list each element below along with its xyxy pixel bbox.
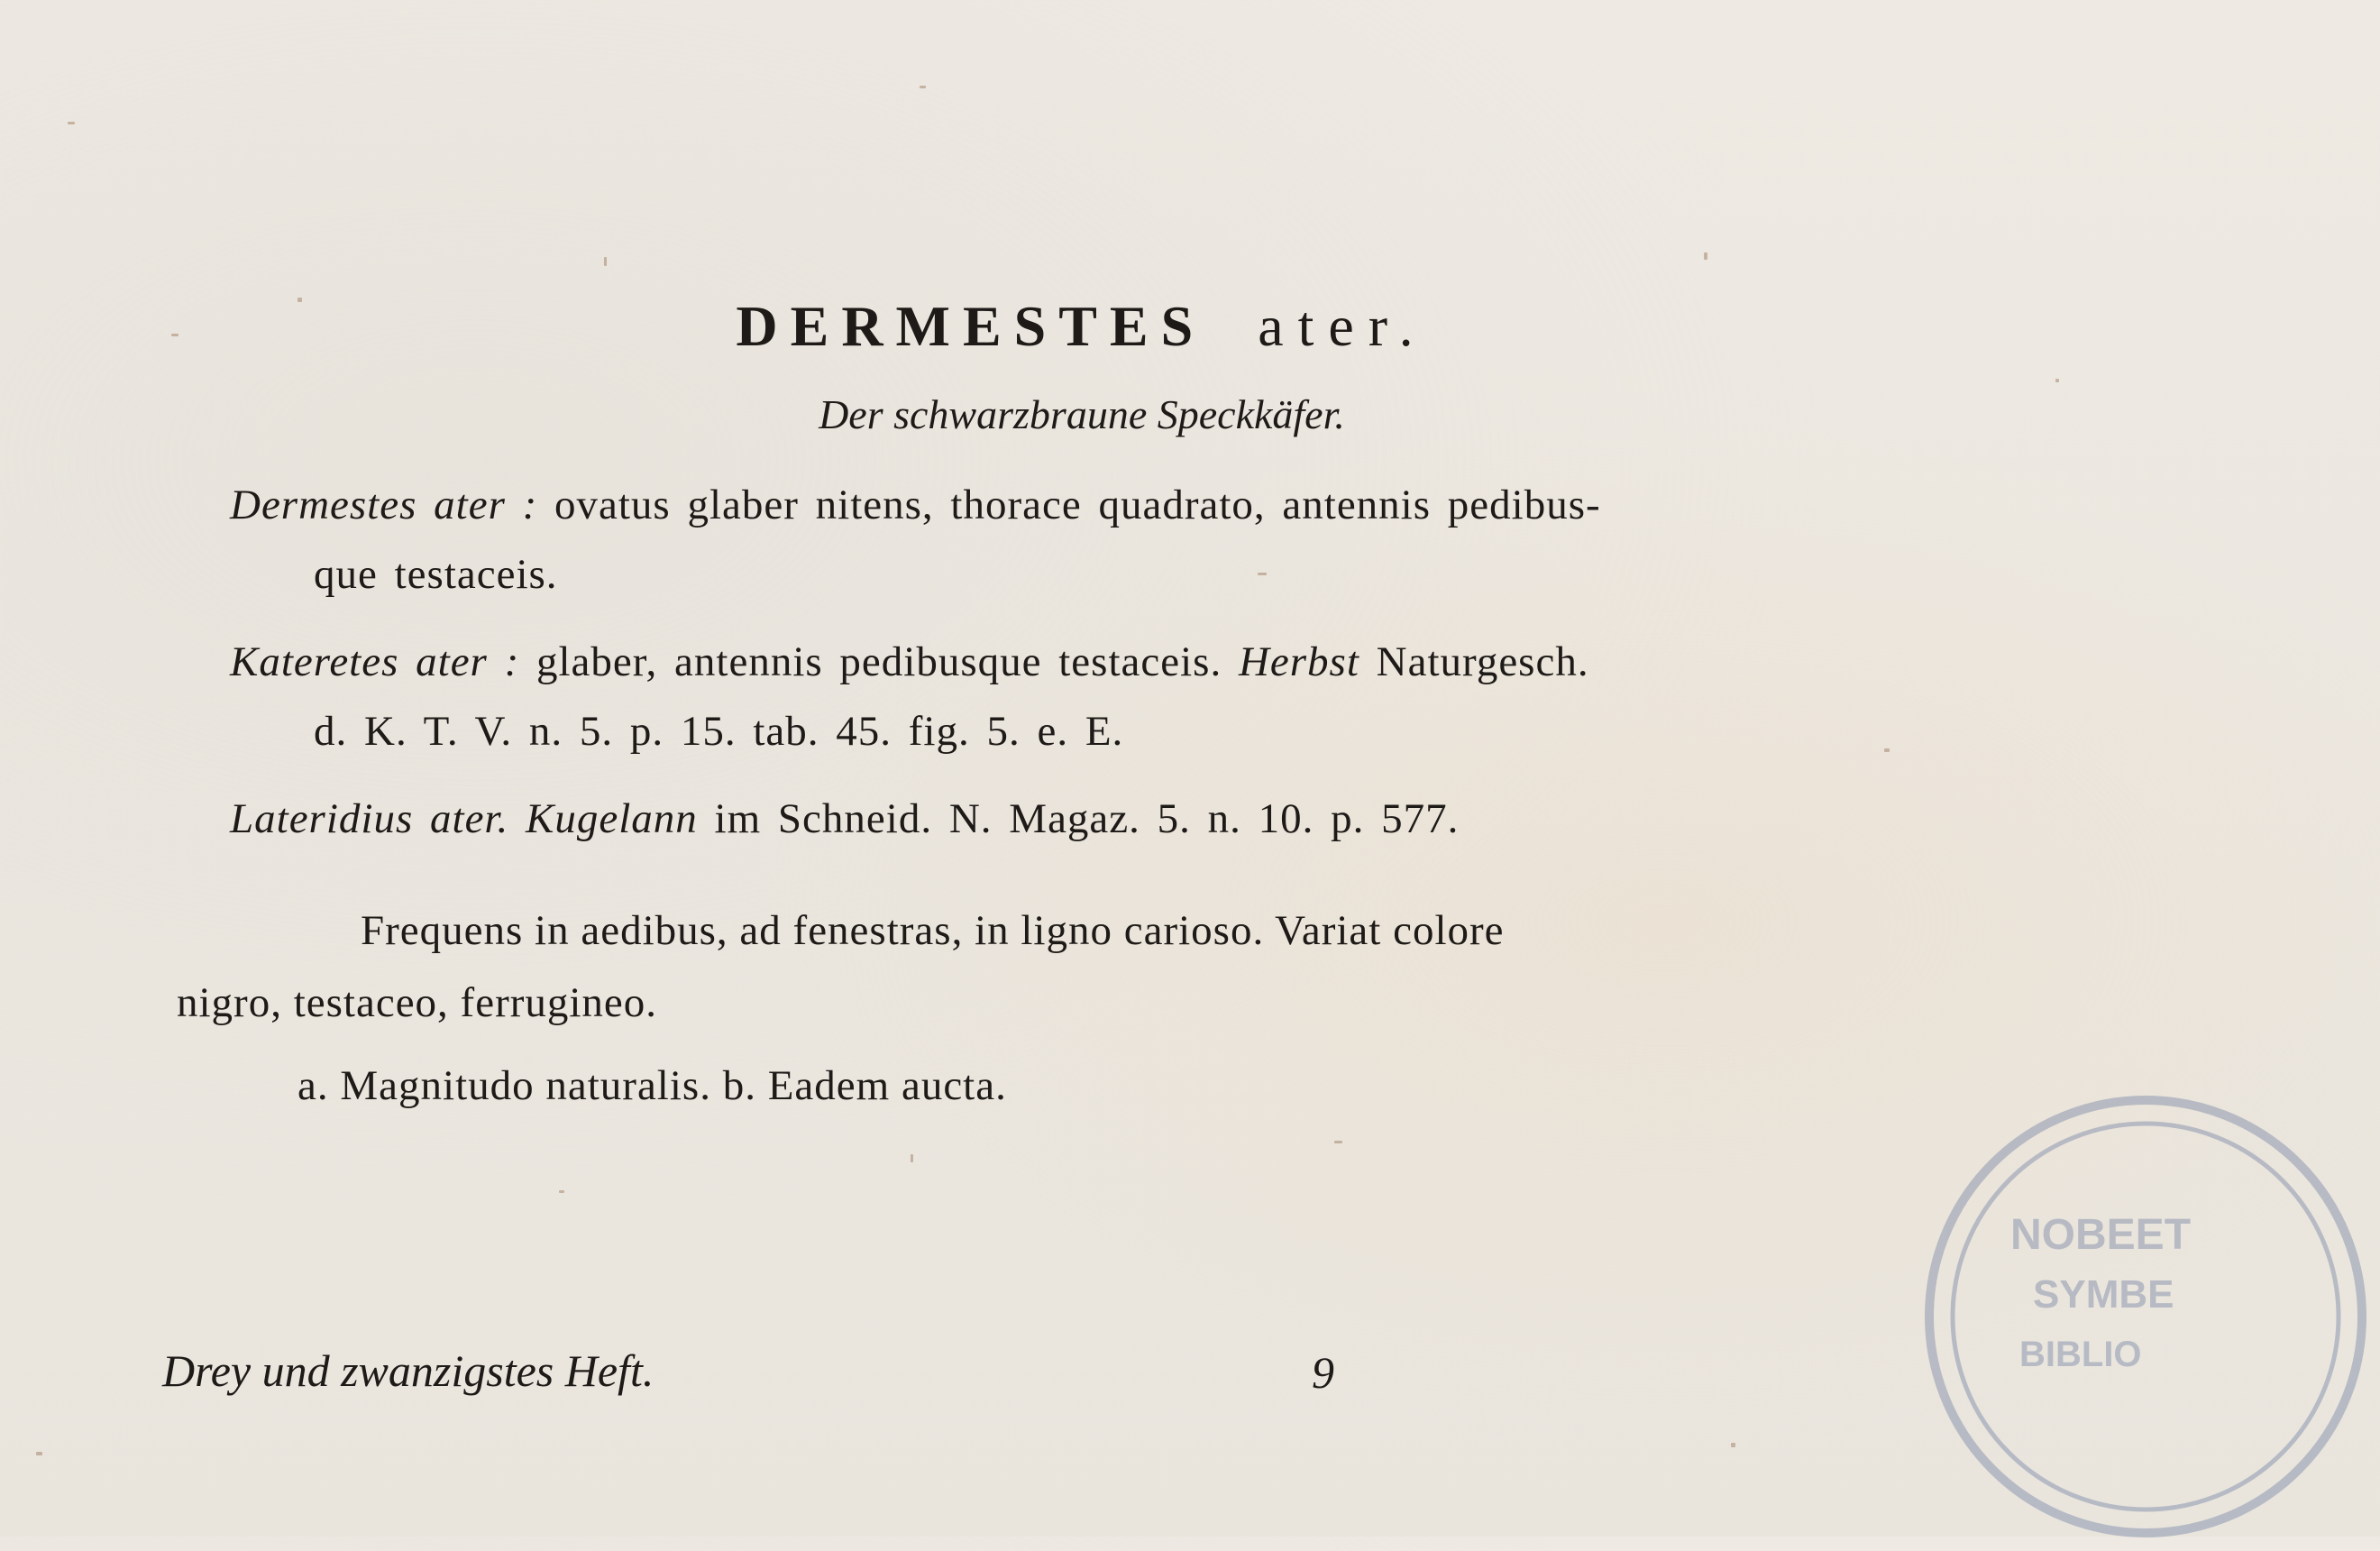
synonym-description: glaber, antennis pedibusque testaceis. <box>536 638 1222 685</box>
library-stamp-icon <box>1911 1082 2380 1551</box>
paper-speck <box>604 257 607 266</box>
paper-speck <box>920 86 926 88</box>
synonym-reference: Naturgesch. <box>1376 638 1589 685</box>
paper-speck <box>559 1190 564 1193</box>
paper-speck <box>2055 379 2059 382</box>
synonym-reference: im Schneid. N. Magaz. 5. n. 10. p. 577. <box>714 795 1460 842</box>
synonym-continuation: que testaceis. <box>314 551 558 598</box>
description-line-2: nigro, testaceo, ferrugineo. <box>177 979 658 1026</box>
page-number: 9 <box>1312 1347 1334 1398</box>
paper-speck <box>36 1452 42 1455</box>
paper-speck <box>911 1154 913 1162</box>
synonym-description: ovatus glaber nitens, thorace quadrato, antennis pedibus- <box>554 482 1601 528</box>
paper-speck <box>1731 1443 1735 1447</box>
synonym-entry-1 <box>230 471 2033 610</box>
synonym-name: Lateridius ater. <box>230 795 509 842</box>
paper-speck <box>1334 1141 1342 1143</box>
issue-signature: Drey und zwanzigstes Heft. <box>162 1345 654 1396</box>
description-line-1: Frequens in aedibus, ad fenestras, in ligno carioso. Variat colore <box>361 907 1505 954</box>
species-name: ater. <box>1258 294 1428 358</box>
synonym-name: Dermestes ater : <box>230 482 538 528</box>
genus-name: DERMESTES <box>736 294 1206 358</box>
species-heading <box>0 290 2164 363</box>
paper-speck <box>68 122 75 124</box>
synonym-entry-2 <box>230 628 2033 766</box>
synonym-author: Herbst <box>1238 638 1359 685</box>
stamp-line: SYMBE <box>2033 1272 2174 1317</box>
synonym-continuation: d. K. T. V. n. 5. p. 15. tab. 45. fig. 5. e. E. <box>314 708 1124 755</box>
synonym-author: Kugelann <box>526 795 698 842</box>
paper-speck <box>1704 252 1707 260</box>
stamp-line: BIBLIO <box>2019 1335 2142 1374</box>
stamp-line: NOBEET <box>2010 1211 2192 1259</box>
figure-legend: a. Magnitudo naturalis. b. Eadem aucta. <box>298 1062 1007 1109</box>
common-name: Der schwarzbraune Speckkäfer. <box>819 391 1345 437</box>
synonym-entry-3 <box>230 785 2033 854</box>
synonym-name: Kateretes ater : <box>230 638 520 685</box>
